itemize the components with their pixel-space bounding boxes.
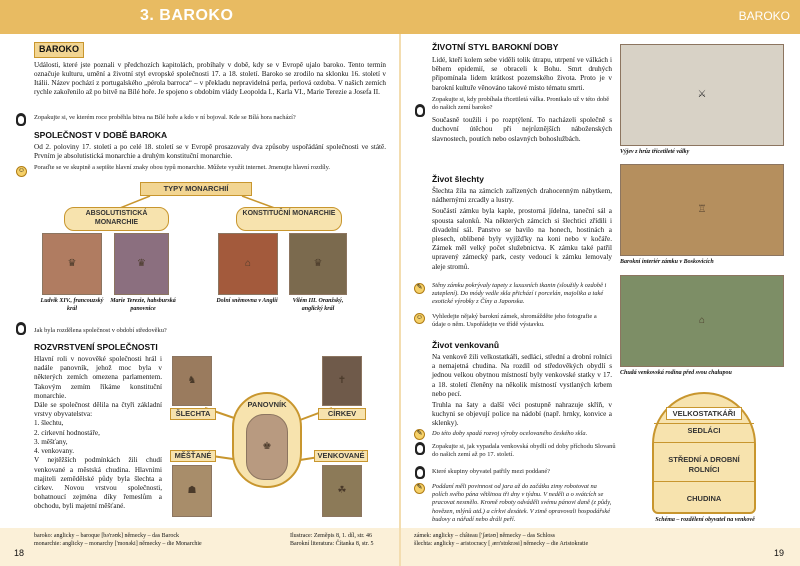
schema-top: VELKOSTATKÁŘI <box>666 407 742 420</box>
constitutional-label: KONSTITUČNÍ MONARCHIE <box>236 207 342 231</box>
list-item: 3. měšťany, <box>34 437 68 446</box>
image-clergy: ✝ <box>322 356 362 406</box>
question-6: Zopakujte si, jak vypadala venkovská obydlí od doby příchodu Slovanů do našich zemí až po 17. století. <box>432 443 616 459</box>
nobles-text-2: Součástí zámku byla kaple, prostorná jídelna, taneční sál a spousta salonků. Na některých zámcích si šlechtici zřídili i divadelní sál. Panstvo se bavilo na honech, hostinách a plesech, oblíbené byly vyjížďky na koni nebo v kočáře. Zámek měl velký počet služebnictva. K zámku také patřil upravený zámecký park, cesty vedoucí k zámku lemovaly aleje stromů. <box>432 207 612 271</box>
nobles-text-1: Šlechta žila na zámcích zařízených drahocenným nábytkem, nádhernými zrcadly a lustry. <box>432 186 612 205</box>
rural-text-1: Na venkově žili velkostatkáři, sedláci, střední a drobní rolníci a nemajetná chudina. Na rozdíl od středověkých obydlí s jednou velkou obytnou místností byly venkovské statky v 17. a 18. století členěny na několik místností vystlaných krbem nebo pecí. <box>432 352 612 398</box>
image-monarch: ♚ <box>246 414 288 480</box>
page-number-left: 18 <box>14 548 25 559</box>
question-3: Jak byla rozdělena společnost v období středověku? <box>34 327 167 334</box>
penguin-icon <box>415 466 425 479</box>
baroko-text: Události, které jste poznali v předchozích kapitolách, probíhaly v době, kdy se v Evropě ujalo baroko. Tento termín označuje kulturu, umění a životní styl evropské společnosti 17. a 18. století. Baroko se zrodilo na sklonku 16. století v Itálii. Název pochází z portugalského „pérola barroca“ – v překladu nepravidelná perla, perlová ozdoba. V našich zemích rychle zakořenilo až po bitvě na Bílé hoře. Je spojeno s obdobím vlády Leopolda I., Karla VI., Marie Terezie a Josefa II. <box>34 60 386 97</box>
penguin-icon <box>415 442 425 455</box>
society-heading: SPOLEČNOST V DOBĚ BAROKA <box>34 130 168 140</box>
portrait-maria-theresa: ♛ <box>114 233 169 295</box>
left-footer-refs <box>290 532 395 548</box>
image-burgher: ☗ <box>172 465 212 517</box>
caption-thirty-years-war: Výjev z hrůz třicetileté války <box>620 149 690 155</box>
schema-divider <box>654 442 754 443</box>
vocab-line: zámek: anglicky – château ['ʃætəʊ] německy – das Schloss <box>414 533 555 539</box>
lifestyle-heading: ŽIVOTNÍ STYL BAROKNÍ DOBY <box>432 42 559 52</box>
society-text: Od 2. poloviny 17. století a po celé 18. století se v Evropě prosazovaly dva způsoby uspořádání společnosti ve státě. Prvním je absolutistická monarchie a druhým konstituční monarchie. <box>34 142 386 161</box>
schema-level-3: STŘEDNÍ A DROBNÍ ROLNÍCI <box>668 455 740 474</box>
caption-peasant-family: Chudá venkovská rodina před svou chalupou <box>620 370 732 376</box>
schema-level-2: SEDLÁCI <box>687 426 721 435</box>
left-footer-vocabulary <box>34 532 284 548</box>
caption-maria-theresa: Marie Terezie, habsburská panovnice <box>110 298 176 312</box>
portrait-louis-xiv: ♛ <box>42 233 102 295</box>
label-church: CÍRKEV <box>318 408 366 420</box>
rural-text-2: Truhla na šaty a další věci postupně nahrazuje skříň, v kuchyni se objevují police na nádobí (např. hrnky, konvice a sklenky). <box>432 400 612 428</box>
layers-heading: ROZVRSTVENÍ SPOLEČNOSTI <box>34 342 158 352</box>
layers-text-1: Hlavní roli v novověké společnosti hrál i nadále panovník, jehož moc byla v některých zemích omezena parlamentem. Takovým zemím říkáme konstituční monarchie. <box>34 354 162 400</box>
vocab-line: baroko: anglicky – baroque [bə'rəʊk] německy – das Barock <box>34 533 179 539</box>
layers-text-2: Dále se společnost dělila na čtyři základní vrstvy obyvatelstva: <box>34 400 162 419</box>
schema-level-4: CHUDINA <box>686 494 722 503</box>
nobles-section <box>432 174 612 272</box>
chapter-tag: BAROKO <box>738 9 790 23</box>
caption-louis-xiv: Ludvík XIV., francouzský král <box>40 298 104 312</box>
question-2: Poraďte se ve skupině a sepište hlavní znaky obou typů monarchie. Můžete využít internet. Jmenujte hlavní rozdíly. <box>34 164 331 172</box>
schema-divider <box>654 423 754 424</box>
ref-line: Ilustrace: Zeměpis 8, 1. díl, str. 46 <box>290 533 372 539</box>
list-item: 4. venkovany. <box>34 447 75 456</box>
lifestyle-text-2: Současně toužili i po rozptýlení. To nacházeli společně s duchovní útěchou při nejrůznějších náboženských slavnostech, poutích nebo oslavných bohoslužbách. <box>432 116 612 143</box>
page-number-right: 19 <box>773 548 784 559</box>
question-1: Zopakujte si, ve kterém roce proběhla bitva na Bílé hoře a kdo v ní bojoval. Kde se Bílá hora nachází? <box>34 114 296 121</box>
info-icon: ✎ <box>414 483 425 494</box>
info-icon: ✎ <box>414 283 425 294</box>
baroko-heading: BAROKO <box>34 42 84 58</box>
label-burghers: MĚŠŤANÉ <box>170 450 216 462</box>
label-nobility: ŠLECHTA <box>170 408 216 420</box>
image-peasant: ☘ <box>322 465 362 517</box>
portrait-william-iii: ♛ <box>289 233 347 295</box>
ref-line: Barokní literatura: Čítanka 8, str. 5 <box>290 541 374 548</box>
label-peasants: VENKOVANÉ <box>314 450 368 462</box>
note-serfs: Poddaní měli povinnost od jara až do začátku zimy robotovat na polích svého pána většinou tři dny v týdnu. V neděli a o svátcích se pracovat nesmělo. Kromě roboty odváděli svému pánovi daně (z půdy, hovězen, mlýnů atd.) a církvi desátek. V zimě opravovali hospodářské budovy a nářadí nebo dráli peří. <box>432 483 612 523</box>
layers-text-3: V nejtěžších podmínkách žili chudí venkované a městská chudina. Hlavními majiteli zemědělské půdy byla šlechta a církev. Novou vrstvou společnosti, bohatnoucí zejména díky řemeslům a obchodu, byli majetní měšťané. <box>34 456 162 511</box>
note-tapestries: Stěny zámku pokrývaly tapety z luxusních tkanin (sloužily k ozdobě i zateplení). Do módy vedle skla přichází i porcelán, majolika a také exotické výrobky z Číny a Japonska. <box>432 282 607 306</box>
absolutist-label: ABSOLUTISTICKÁ MONARCHIE <box>64 207 169 231</box>
question-5: Vyhledejte nějaký barokní zámek, shromážděte jeho fotografie a údaje o něm. Uspořádejte ve třídě výstavku. <box>432 313 597 329</box>
nobles-heading: Život šlechty <box>432 174 484 184</box>
caption-castle-interior: Barokní interiér zámku v Boskovicích <box>620 259 714 265</box>
rural-section <box>432 340 612 429</box>
right-header-band <box>400 0 800 34</box>
image-peasant-family: ⌂ <box>620 275 784 367</box>
note-glass: Do této doby spadá rozvoj výroby ocelovaného českého skla. <box>432 430 588 437</box>
question-4: Zopakujte si, kdy probíhala třicetiletá válka. Pronikalo už v této době do našich zemí baroko? <box>432 95 610 111</box>
caption-william-iii: Vilém III. Oranžský, anglický král <box>292 298 344 312</box>
group-icon: ☺ <box>414 313 425 324</box>
types-label: TYPY MONARCHIÍ <box>140 182 252 196</box>
chapter-title: 3. BAROKO <box>140 7 234 24</box>
penguin-icon <box>415 104 425 117</box>
caption-house-of-commons: Dolní sněmovna v Anglii <box>216 298 278 304</box>
right-footer-vocabulary <box>414 532 714 548</box>
image-nobleman: ♞ <box>172 356 212 406</box>
rural-heading: Život venkovanů <box>432 340 500 350</box>
vocab-line: monarchie: anglicky – monarchy ['monəki] německy – die Monarchie <box>34 541 202 548</box>
lifestyle-text: Lidé, kteří kolem sebe viděli tolik útrapu, utrpení ve válkách i během epidemií, se obraceli k Bohu. Smrt druhých připomínala lidem krátkost pozemského života. Proto je v barokní kultuře věnováno takové místo tématu smrti. <box>432 55 612 92</box>
list-item: 1. šlechtu, <box>34 419 64 428</box>
vocab-line: šlechta: anglicky – aristocracy [ˌærɪ'stɒkrəsi] německy – die Aristokratie <box>414 541 589 548</box>
image-thirty-years-war: ⚔ <box>620 44 784 146</box>
label-monarch: PANOVNÍK <box>247 400 287 409</box>
list-item: 2. církevní hodnostáře, <box>34 428 100 437</box>
group-icon: ☺ <box>16 166 27 177</box>
lifestyle-section <box>432 42 612 144</box>
image-castle-interior: ♖ <box>620 164 784 256</box>
schema-caption: Schéma – rozdělení obyvatel na venkově <box>655 517 755 523</box>
image-house-of-commons: ⌂ <box>218 233 278 295</box>
info-icon: ✎ <box>414 429 425 440</box>
schema-divider <box>654 481 754 482</box>
question-7: Které skupiny obyvatel patřily mezi poddané? <box>432 468 551 475</box>
